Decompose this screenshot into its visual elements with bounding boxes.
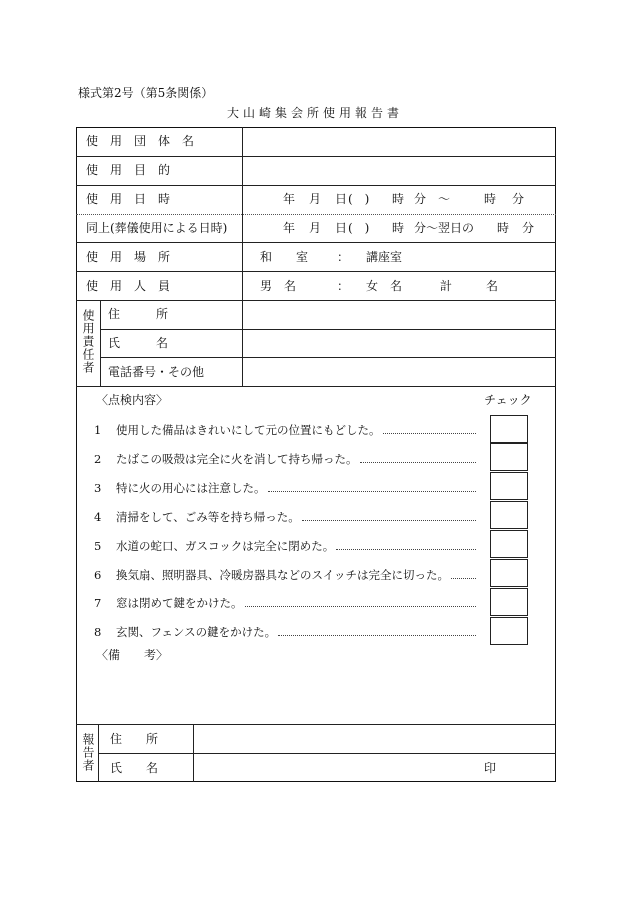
funeral-day: 日 (335, 221, 348, 235)
funeral-year: 年 (283, 221, 296, 235)
check-box-8[interactable] (490, 617, 528, 645)
date-year: 年 (283, 192, 296, 206)
column-divider (100, 300, 101, 386)
check-item (94, 422, 478, 438)
responsible-person-label: 使用責任者 (81, 309, 95, 374)
check-item (94, 509, 478, 525)
responsible-address-field[interactable] (243, 301, 555, 329)
check-item-number: 3 (94, 481, 102, 495)
check-item-text: 清掃をして、ごみ等を持ち帰った。 (116, 510, 300, 524)
check-item-text: 窓は閉めて鍵をかけた。 (116, 596, 243, 610)
place-label: 使 用 場 所 (86, 250, 171, 264)
start-minute: 分 (414, 192, 427, 206)
responsible-name-label: 氏 名 (108, 336, 169, 350)
responsible-name-field[interactable] (243, 330, 555, 357)
seal-mark: 印 (484, 761, 497, 775)
people-label: 使 用 人 員 (86, 279, 171, 293)
check-item (94, 451, 478, 467)
check-item-text: 玄関、フェンスの鍵をかけた。 (116, 625, 277, 639)
check-box-5[interactable] (490, 530, 528, 558)
date-weekday: ( ) (348, 192, 370, 206)
check-item (94, 624, 478, 640)
row-divider (76, 271, 556, 272)
female-count: 女 名 (366, 279, 403, 293)
row-divider (76, 242, 556, 243)
check-item-number: 8 (94, 625, 102, 639)
funeral-end-minute: 分 (522, 221, 535, 235)
check-item-text: 使用した備品はきれいにして元の位置にもどした。 (116, 423, 381, 437)
date-month: 月 (309, 192, 322, 206)
reporter-name-label: 氏 名 (110, 761, 159, 775)
reporter-address-label: 住 所 (110, 732, 159, 746)
group-name-label: 使 用 団 体 名 (86, 134, 195, 148)
date-time-label: 使 用 日 時 (86, 192, 171, 206)
check-item-number: 5 (94, 539, 102, 553)
check-section-label: 〈点検内容〉 (96, 393, 169, 407)
funeral-start-minute: 分～翌日の (414, 221, 475, 235)
row-divider (76, 386, 556, 387)
date-day: 日 (335, 192, 348, 206)
purpose-label: 使 用 目 的 (86, 163, 171, 177)
reporter-name-field[interactable] (194, 754, 474, 781)
check-box-1[interactable] (490, 415, 528, 443)
check-box-4[interactable] (490, 501, 528, 529)
check-column-label: チェック (484, 393, 532, 407)
check-item-text: 特に火の用心には注意した。 (116, 481, 266, 495)
check-item (94, 595, 478, 611)
check-item-number: 4 (94, 510, 102, 524)
funeral-end-hour: 時 (497, 221, 510, 235)
document-title: 大山崎集会所使用報告書 (226, 106, 403, 120)
responsible-address-label: 住 所 (108, 307, 169, 321)
remarks-field[interactable] (78, 665, 554, 723)
funeral-weekday: ( ) (348, 221, 370, 235)
start-hour: 時 (392, 192, 405, 206)
check-item-number: 6 (94, 568, 102, 582)
reporter-label: 報告者 (81, 733, 95, 772)
end-hour: 時 (484, 192, 497, 206)
check-item-text: 換気扇、照明器具、冷暖房器具などのスイッチは完全に切った。 (116, 568, 450, 582)
funeral-date-label: 同上(葬儀使用による日時) (86, 221, 228, 235)
place-option-lecture-room[interactable]: 講座室 (366, 250, 403, 264)
check-box-7[interactable] (490, 588, 528, 616)
check-item-text: たばこの吸殻は完全に火を消して持ち帰った。 (116, 452, 358, 466)
check-item (94, 567, 478, 583)
funeral-month: 月 (309, 221, 322, 235)
check-item (94, 538, 478, 554)
remarks-label: 〈備 考〉 (96, 648, 169, 662)
check-item-text: 水道の蛇口、ガスコックは完全に閉めた。 (116, 539, 335, 553)
total-label: 計 (440, 279, 453, 293)
male-count: 男 名 (260, 279, 297, 293)
check-item-number: 7 (94, 596, 102, 610)
check-item (94, 480, 478, 496)
row-divider-dotted (76, 214, 556, 215)
range-tilde: ～ (438, 192, 451, 206)
funeral-start-hour: 時 (392, 221, 405, 235)
purpose-field[interactable] (243, 157, 555, 185)
column-divider (98, 724, 99, 782)
check-box-6[interactable] (490, 559, 528, 587)
row-divider (76, 185, 556, 186)
check-box-3[interactable] (490, 472, 528, 500)
form-number: 様式第2号（第5条関係） (78, 86, 214, 100)
reporter-address-field[interactable] (194, 725, 555, 753)
group-name-field[interactable] (243, 128, 555, 156)
check-item-number: 1 (94, 423, 102, 437)
people-colon: ： (337, 279, 350, 293)
check-item-number: 2 (94, 452, 102, 466)
end-minute: 分 (512, 192, 525, 206)
responsible-phone-label: 電話番号・その他 (108, 365, 205, 379)
check-box-2[interactable] (490, 443, 528, 471)
place-option-japanese-room[interactable]: 和 室 (260, 250, 309, 264)
responsible-phone-field[interactable] (243, 358, 555, 386)
total-unit: 名 (486, 279, 499, 293)
place-colon: ： (337, 250, 350, 264)
